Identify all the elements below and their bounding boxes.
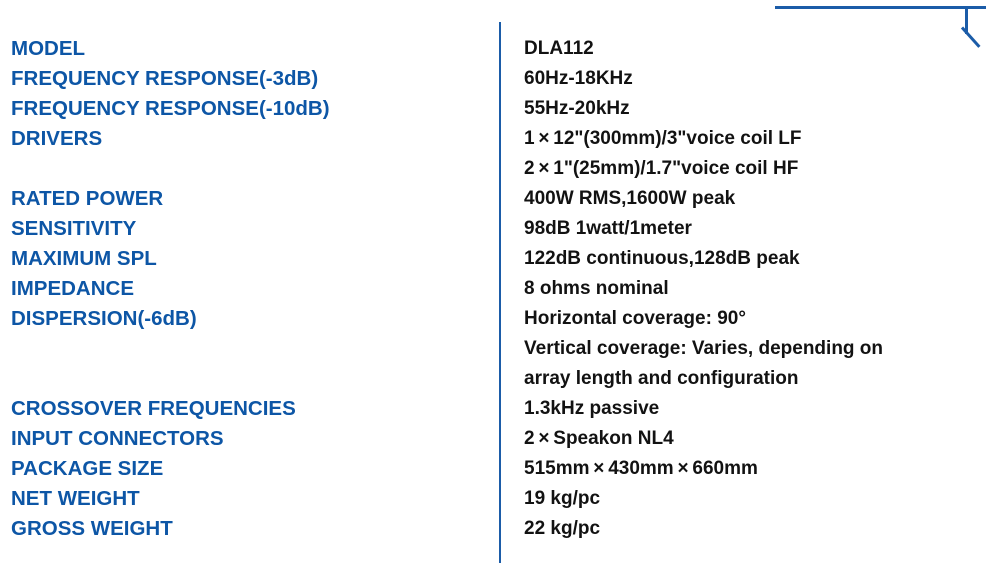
spec-value: 98dB 1watt/1meter xyxy=(524,218,692,239)
spec-label: MAXIMUM SPL xyxy=(11,247,157,270)
spec-label: DISPERSION(-6dB) xyxy=(11,307,197,330)
spec-value: 60Hz-18KHz xyxy=(524,68,633,89)
spec-label: RATED POWER xyxy=(11,187,164,210)
spec-value: 400W RMS,1600W peak xyxy=(524,188,736,209)
spec-label-spacer xyxy=(11,154,481,184)
spec-label: GROSS WEIGHT xyxy=(11,517,173,540)
spec-value: Horizontal coverage: 90° xyxy=(524,308,746,329)
specification-labels-column xyxy=(11,34,481,544)
spec-value: 515mm × 430mm × 660mm xyxy=(524,458,758,479)
spec-value: 122dB continuous,128dB peak xyxy=(524,248,800,269)
spec-value: array length and configuration xyxy=(524,368,799,389)
spec-label-spacer xyxy=(11,334,481,364)
spec-label: DRIVERS xyxy=(11,127,103,150)
spec-label: FREQUENCY RESPONSE(-10dB) xyxy=(11,97,330,120)
spec-label: INPUT CONNECTORS xyxy=(11,427,224,450)
spec-label: SENSITIVITY xyxy=(11,217,137,240)
column-divider xyxy=(499,22,501,563)
spec-value: 55Hz-20kHz xyxy=(524,98,630,119)
spec-label: PACKAGE SIZE xyxy=(11,457,164,480)
specification-values-column xyxy=(524,34,979,544)
spec-value: 1.3kHz passive xyxy=(524,398,660,419)
spec-value: 22 kg/pc xyxy=(524,518,601,539)
spec-label: NET WEIGHT xyxy=(11,487,140,510)
spec-label: IMPEDANCE xyxy=(11,277,135,300)
spec-label: MODEL xyxy=(11,37,86,60)
decorative-frame-top-line xyxy=(775,6,986,9)
spec-label-spacer xyxy=(11,364,481,394)
spec-value: DLA112 xyxy=(524,38,594,59)
spec-value: 2 × 1"(25mm)/1.7"voice coil HF xyxy=(524,158,799,179)
spec-value: Vertical coverage: Varies, depending on xyxy=(524,338,884,359)
spec-label: CROSSOVER FREQUENCIES xyxy=(11,397,296,420)
spec-value: 19 kg/pc xyxy=(524,488,601,509)
spec-value: 1 × 12"(300mm)/3"voice coil LF xyxy=(524,128,802,149)
spec-value: 2 × Speakon NL4 xyxy=(524,428,674,449)
spec-label: FREQUENCY RESPONSE(-3dB) xyxy=(11,67,319,90)
spec-value: 8 ohms nominal xyxy=(524,278,669,299)
